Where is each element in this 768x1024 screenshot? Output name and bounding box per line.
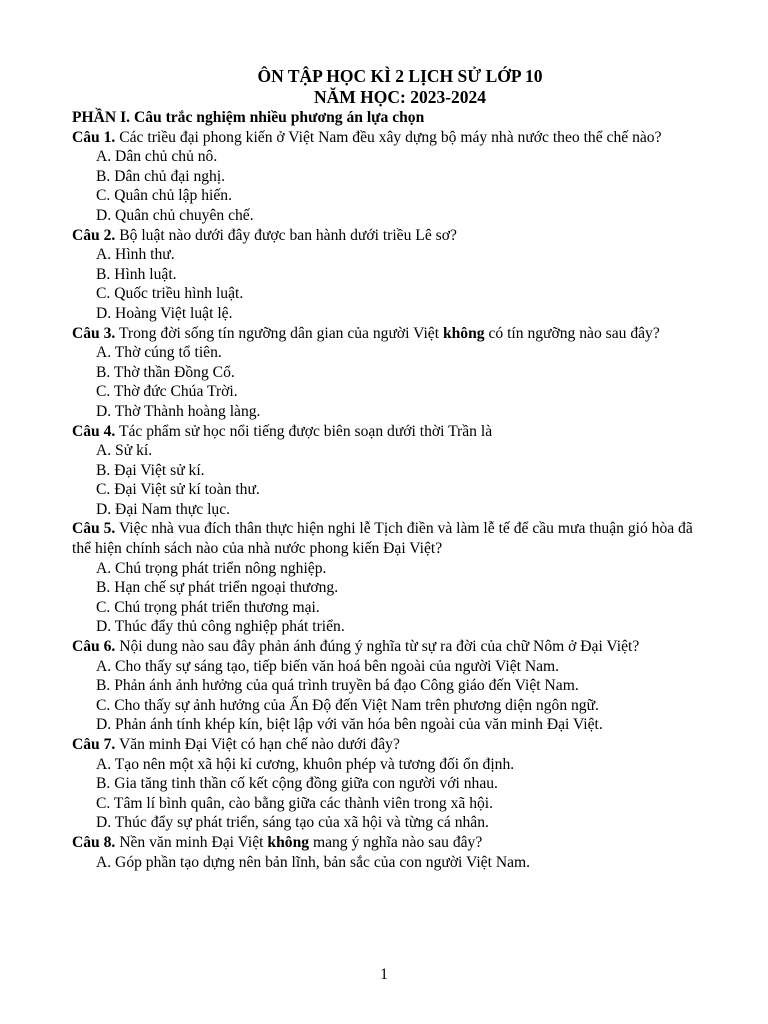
question-text: Tác phẩm sử học nổi tiếng được biên soạn dưới thời Trần là <box>115 422 493 440</box>
question-label: Câu 4. <box>72 422 116 440</box>
question-text: Trong đời sống tín ngưỡng dân gian của người Việt <box>115 324 443 342</box>
question-7 <box>72 735 712 833</box>
answer-option: D. Phản ánh tính khép kín, biệt lập với văn hóa bên ngoài của văn minh Đại Việt. <box>96 716 603 734</box>
answer-option: C. Đại Việt sử kí toàn thư. <box>96 481 260 499</box>
answer-option: A. Góp phần tạo dựng nên bản lĩnh, bản sắc của con người Việt Nam. <box>96 853 531 871</box>
question-stem <box>72 128 712 148</box>
question-6 <box>72 637 712 735</box>
question-keyword: không <box>267 833 310 851</box>
answer-option: A. Dân chủ chủ nô. <box>96 148 218 166</box>
question-keyword: không <box>442 324 485 342</box>
answer-options <box>72 441 712 519</box>
answer-option: A. Tạo nên một xã hội kỉ cương, khuôn phép và tương đối ổn định. <box>96 755 515 773</box>
document-title-line2: NĂM HỌC: 2023-2024 <box>313 87 487 107</box>
answer-option: D. Quân chủ chuyên chế. <box>96 206 254 224</box>
answer-option: A. Hình thư. <box>96 246 175 264</box>
answer-option: A. Cho thấy sự sáng tạo, tiếp biến văn hoá bên ngoài của người Việt Nam. <box>96 657 560 675</box>
question-stem <box>72 637 712 657</box>
question-text: Văn minh Đại Việt có hạn chế nào dưới đây? <box>115 736 400 753</box>
answer-option: B. Đại Việt sử kí. <box>96 461 205 479</box>
question-list <box>72 128 712 873</box>
answer-options <box>72 853 712 873</box>
document-content <box>72 66 712 872</box>
question-stem <box>72 519 712 558</box>
question-text: mang ý nghĩa nào sau đây? <box>309 833 483 851</box>
question-stem <box>72 735 712 755</box>
answer-option: B. Dân chủ đại nghị. <box>96 167 226 185</box>
question-label: Câu 8. <box>72 833 116 851</box>
question-stem <box>72 324 712 344</box>
answer-options <box>72 559 712 637</box>
question-label: Câu 5. <box>72 520 116 538</box>
question-2 <box>72 226 712 324</box>
answer-option: D. Thúc đẩy sự phát triển, sáng tạo của xã hội và từng cá nhân. <box>96 814 489 832</box>
answer-options <box>72 147 712 225</box>
question-stem <box>72 833 712 853</box>
question-text: có tín ngưỡng nào sau đây? <box>484 324 660 342</box>
answer-options <box>72 245 712 323</box>
question-1 <box>72 128 712 226</box>
question-label: Câu 1. <box>72 128 116 146</box>
answer-option: B. Hình luật. <box>96 265 177 283</box>
question-8 <box>72 833 712 872</box>
answer-option: B. Gia tăng tinh thần cố kết cộng đồng giữa con người với nhau. <box>96 775 498 793</box>
question-5 <box>72 519 712 637</box>
answer-option: D. Hoàng Việt luật lệ. <box>96 304 233 322</box>
section-heading: PHẦN I. Câu trắc nghiệm nhiều phương án lựa chọn <box>72 109 425 126</box>
question-text: Các triều đại phong kiến ở Việt Nam đều xây dựng bộ máy nhà nước theo thể chế nào? <box>115 128 662 146</box>
answer-option: C. Quân chủ lập hiến. <box>96 187 232 205</box>
answer-options <box>72 343 712 421</box>
answer-option: C. Cho thấy sự ảnh hưởng của Ấn Độ đến Việt Nam trên phương diện ngôn ngữ. <box>96 696 599 714</box>
question-label: Câu 6. <box>72 638 116 656</box>
answer-option: B. Thờ thần Đồng Cổ. <box>96 363 235 381</box>
answer-option: C. Chú trọng phát triển thương mại. <box>96 598 320 616</box>
answer-option: C. Tâm lí bình quân, cào bằng giữa các thành viên trong xã hội. <box>96 794 494 812</box>
answer-option: A. Sử kí. <box>96 442 153 460</box>
question-text: Nền văn minh Đại Việt <box>115 833 268 851</box>
question-label: Câu 2. <box>72 226 116 244</box>
answer-option: A. Thờ cúng tổ tiên. <box>96 344 222 362</box>
question-stem <box>72 422 712 442</box>
answer-option: C. Quốc triều hình luật. <box>96 285 244 303</box>
question-text: Bộ luật nào dưới đây được ban hành dưới triều Lê sơ? <box>115 226 457 244</box>
page-number: 1 <box>380 966 388 983</box>
answer-options <box>72 755 712 833</box>
question-3 <box>72 324 712 422</box>
answer-option: C. Thờ đức Chúa Trời. <box>96 383 238 401</box>
question-label: Câu 7. <box>72 736 116 753</box>
answer-option: D. Thúc đẩy thủ công nghiệp phát triển. <box>96 618 345 636</box>
answer-option: B. Hạn chế sự phát triển ngoại thương. <box>96 579 339 597</box>
answer-option: D. Đại Nam thực lục. <box>96 500 231 518</box>
question-label: Câu 3. <box>72 324 116 342</box>
answer-options <box>72 657 712 735</box>
question-text: Nội dung nào sau đây phản ánh đúng ý nghĩa từ sự ra đời của chữ Nôm ở Đại Việt? <box>115 638 640 656</box>
answer-option: A. Chú trọng phát triển nông nghiệp. <box>96 559 327 577</box>
question-text: Việc nhà vua đích thân thực hiện nghi lễ Tịch điền và làm lễ tế để cầu mưa thuận gió hòa đã thể hiện chính sách nào của nhà nước phong kiến Đại Việt? <box>72 520 693 558</box>
answer-option: B. Phản ánh ảnh hưởng của quá trình truyền bá đạo Công giáo đến Việt Nam. <box>96 677 579 695</box>
question-4 <box>72 422 712 520</box>
question-stem <box>72 226 712 246</box>
answer-option: D. Thờ Thành hoàng làng. <box>96 402 261 420</box>
document-title-line1: ÔN TẬP HỌC KÌ 2 LỊCH SỬ LỚP 10 <box>257 66 543 86</box>
